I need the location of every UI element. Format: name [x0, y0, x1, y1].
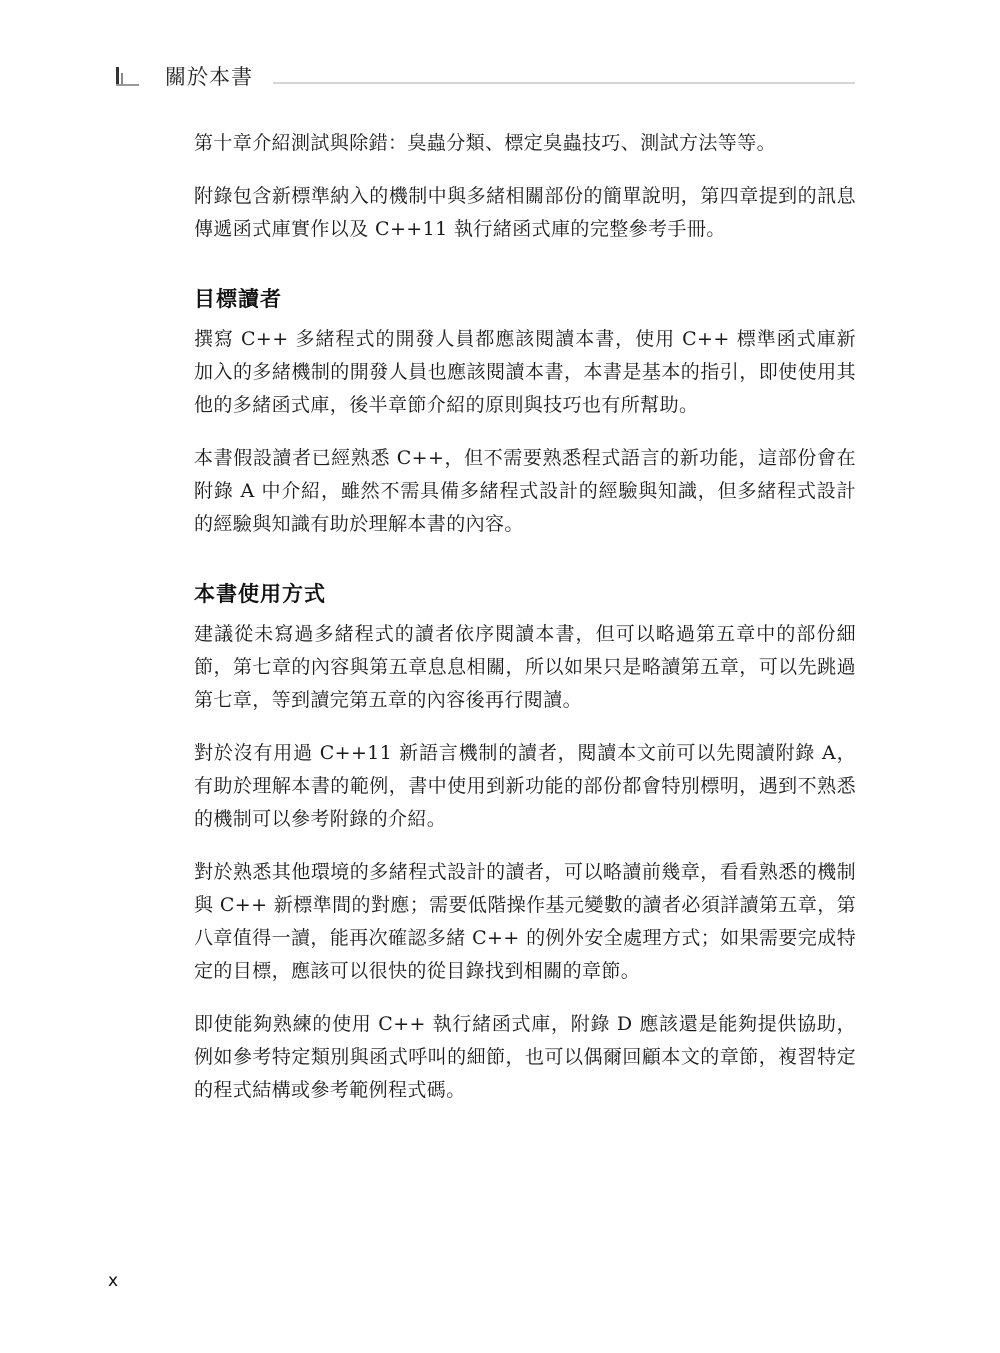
header-divider	[273, 82, 855, 84]
running-header	[113, 62, 855, 92]
paragraph: 本書假設讀者已經熟悉 C++，但不需要熟悉程式語言的新功能，這部份會在附錄 A 中介紹，雖然不需具備多緒程式設計的經驗與知識，但多緒程式設計的經驗與知識有助於理解本書的內容。	[194, 447, 856, 535]
paragraph: 建議從未寫過多緒程式的讀者依序閱讀本書，但可以略過第五章中的部份細節，第七章的內容與第五章息息相關，所以如果只是略讀第五章，可以先跳過第七章，等到讀完第五章的內容後再行閱讀。	[194, 623, 856, 711]
paragraph: 撰寫 C++ 多緒程式的開發人員都應該閱讀本書，使用 C++ 標準函式庫新加入的多緒機制的開發人員也應該閱讀本書，本書是基本的指引，即使使用其他的多緒函式庫，後半章節介紹的原則與技巧也有所幫助。	[194, 328, 856, 416]
section-heading-target-readers: 目標讀者	[194, 287, 282, 311]
paragraph: 對於熟悉其他環境的多緒程式設計的讀者，可以略讀前幾章，看看熟悉的機制與 C++ 新標準間的對應；需要低階操作基元變數的讀者必須詳讀第五章，第八章值得一讀，能再次確認多緒 C++ 的例外安全處理方式；如果需要完成特定的目標，應該可以很快的從目錄找到相關的章節。	[194, 861, 856, 982]
paragraph: 即使能夠熟練的使用 C++ 執行緒函式庫，附錄 D 應該還是能夠提供協助，例如參考特定類別與函式呼叫的細節，也可以偶爾回顧本文的章節，複習特定的程式結構或參考範例程式碼。	[194, 1013, 856, 1101]
paragraph: 對於沒有用過 C++11 新語言機制的讀者，閱讀本文前可以先閱讀附錄 A，有助於理解本書的範例，書中使用到新功能的部份都會特別標明，遇到不熟悉的機制可以參考附錄的介紹。	[194, 742, 856, 830]
header-bar-icon	[113, 67, 139, 87]
chapter-title: 關於本書	[165, 65, 253, 89]
paragraph: 附錄包含新標準納入的機制中與多緒相關部份的簡單說明，第四章提到的訊息傳遞函式庫實作以及 C++11 執行緒函式庫的完整參考手冊。	[194, 185, 856, 240]
section-heading-how-to-use: 本書使用方式	[194, 582, 326, 606]
page-number: x	[108, 1271, 119, 1291]
paragraph: 第十章介紹測試與除錯：臭蟲分類、標定臭蟲技巧、測試方法等等。	[194, 132, 777, 154]
page-body	[194, 127, 856, 1127]
